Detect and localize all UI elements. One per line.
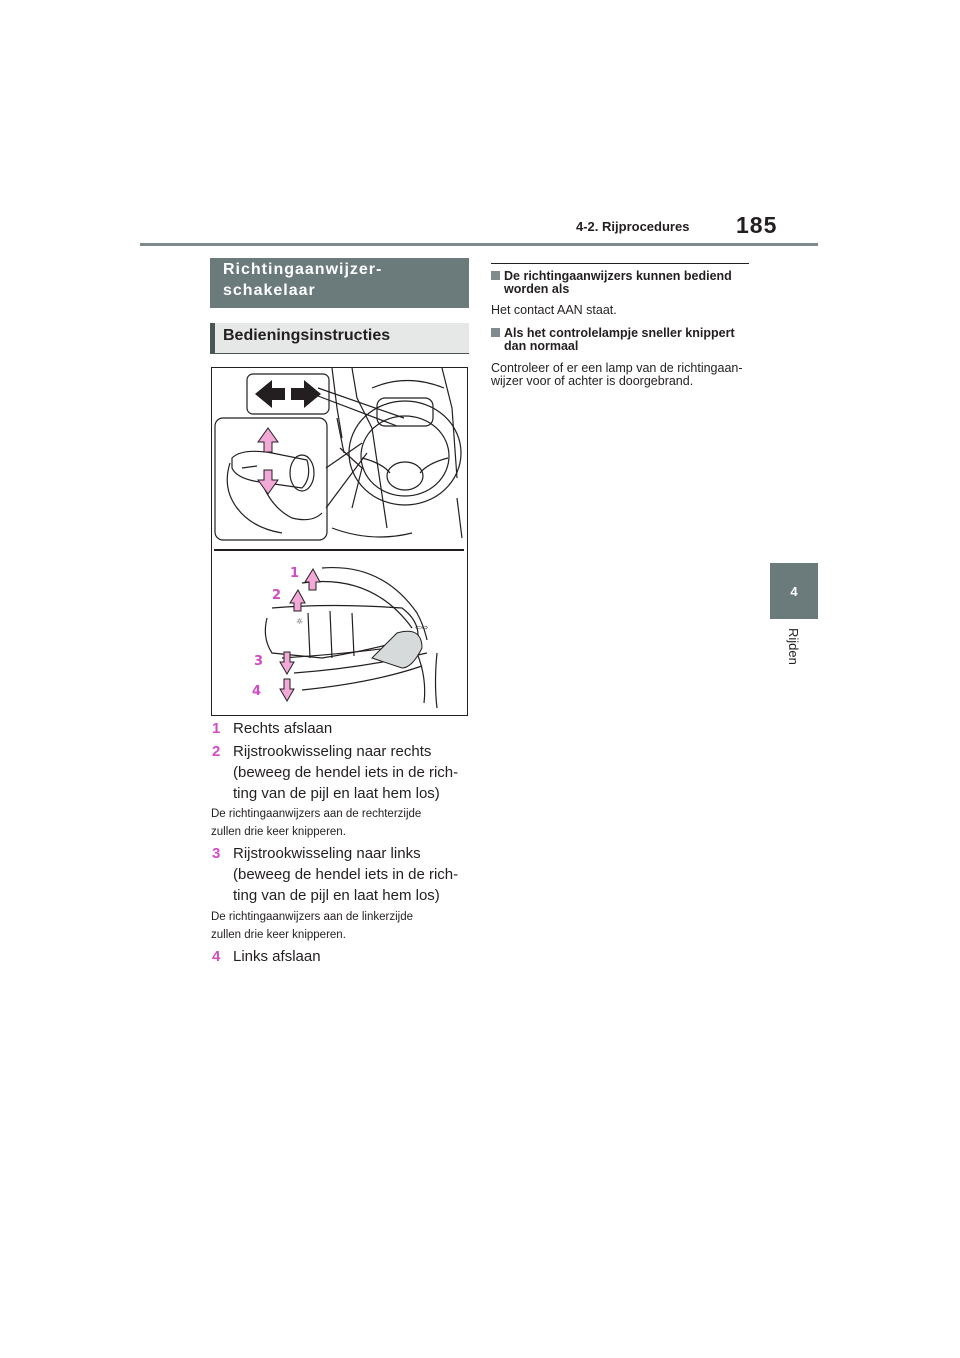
step-item <box>212 946 468 967</box>
note-line: zullen drie keer knipperen. <box>211 826 346 838</box>
lever-diagram <box>212 368 467 715</box>
condition-title-line: worden als <box>504 282 570 296</box>
step-text: ting van de pijl en laat hem los) <box>233 887 440 904</box>
step-text: Rijstrookwisseling naar links <box>233 845 421 862</box>
bullet-square-icon <box>491 271 500 280</box>
condition-text-line: wijzer voor of achter is doorgebrand. <box>491 374 694 388</box>
subsection-heading: Bedieningsinstructies <box>210 323 469 354</box>
step-text: (beweeg de hendel iets in de rich- <box>233 866 459 883</box>
step-text: Links afslaan <box>233 948 321 965</box>
section-heading-line-1: Richtingaanwijzer- <box>223 261 383 278</box>
figure-callout-3: 3 <box>254 654 264 669</box>
step-number: 4 <box>212 948 221 965</box>
chapter-label: Rijden <box>786 628 801 665</box>
figure-callout-4: 4 <box>252 684 262 699</box>
turn-signal-lever-illustration <box>211 367 468 716</box>
step-number: 3 <box>212 845 221 862</box>
condition-title <box>491 327 751 353</box>
step-item <box>212 843 468 906</box>
note-line: De richtingaanwijzers aan de linkerzijde <box>211 911 413 923</box>
section-reference: 4-2. Rijprocedures <box>576 219 690 234</box>
step-text: ting van de pijl en laat hem los) <box>233 785 440 802</box>
condition-title <box>491 270 751 296</box>
step-text: (beweeg de hendel iets in de rich- <box>233 764 459 781</box>
condition-title-line: Als het controlelampje sneller knippert <box>504 326 735 340</box>
condition-title-line: De richtingaanwijzers kunnen bediend <box>504 269 732 283</box>
section-heading-line-2: schakelaar <box>223 282 316 299</box>
note-line: De richtingaanwijzers aan de rechterzijde <box>211 808 422 820</box>
condition-text <box>491 304 753 317</box>
condition-text-line: Het contact AAN staat. <box>491 303 617 317</box>
note-line: zullen drie keer knipperen. <box>211 929 346 941</box>
step-text: Rijstrookwisseling naar rechts <box>233 743 432 760</box>
step-note <box>211 805 471 841</box>
condition-text <box>491 362 753 388</box>
turn-signal-symbol-icon: ⇦⇨ <box>415 623 429 632</box>
page-number: 185 <box>736 212 778 238</box>
figure-callout-2: 2 <box>272 588 282 603</box>
bullet-square-icon <box>491 328 500 337</box>
condition-divider <box>491 263 749 264</box>
step-number: 1 <box>212 720 221 737</box>
condition-text-line: Controleer of er een lamp van de richtingaan- <box>491 361 743 375</box>
step-item <box>212 741 468 804</box>
step-note <box>211 908 471 944</box>
header-divider <box>140 243 818 246</box>
step-number: 2 <box>212 743 221 760</box>
light-symbol-icon: ☼ <box>296 617 304 626</box>
condition-title-line: dan normaal <box>504 339 579 353</box>
section-heading <box>210 258 469 308</box>
figure-callout-1: 1 <box>290 566 300 581</box>
step-text: Rechts afslaan <box>233 720 333 737</box>
chapter-tab[interactable]: 4 <box>770 563 818 619</box>
step-item <box>212 718 468 739</box>
